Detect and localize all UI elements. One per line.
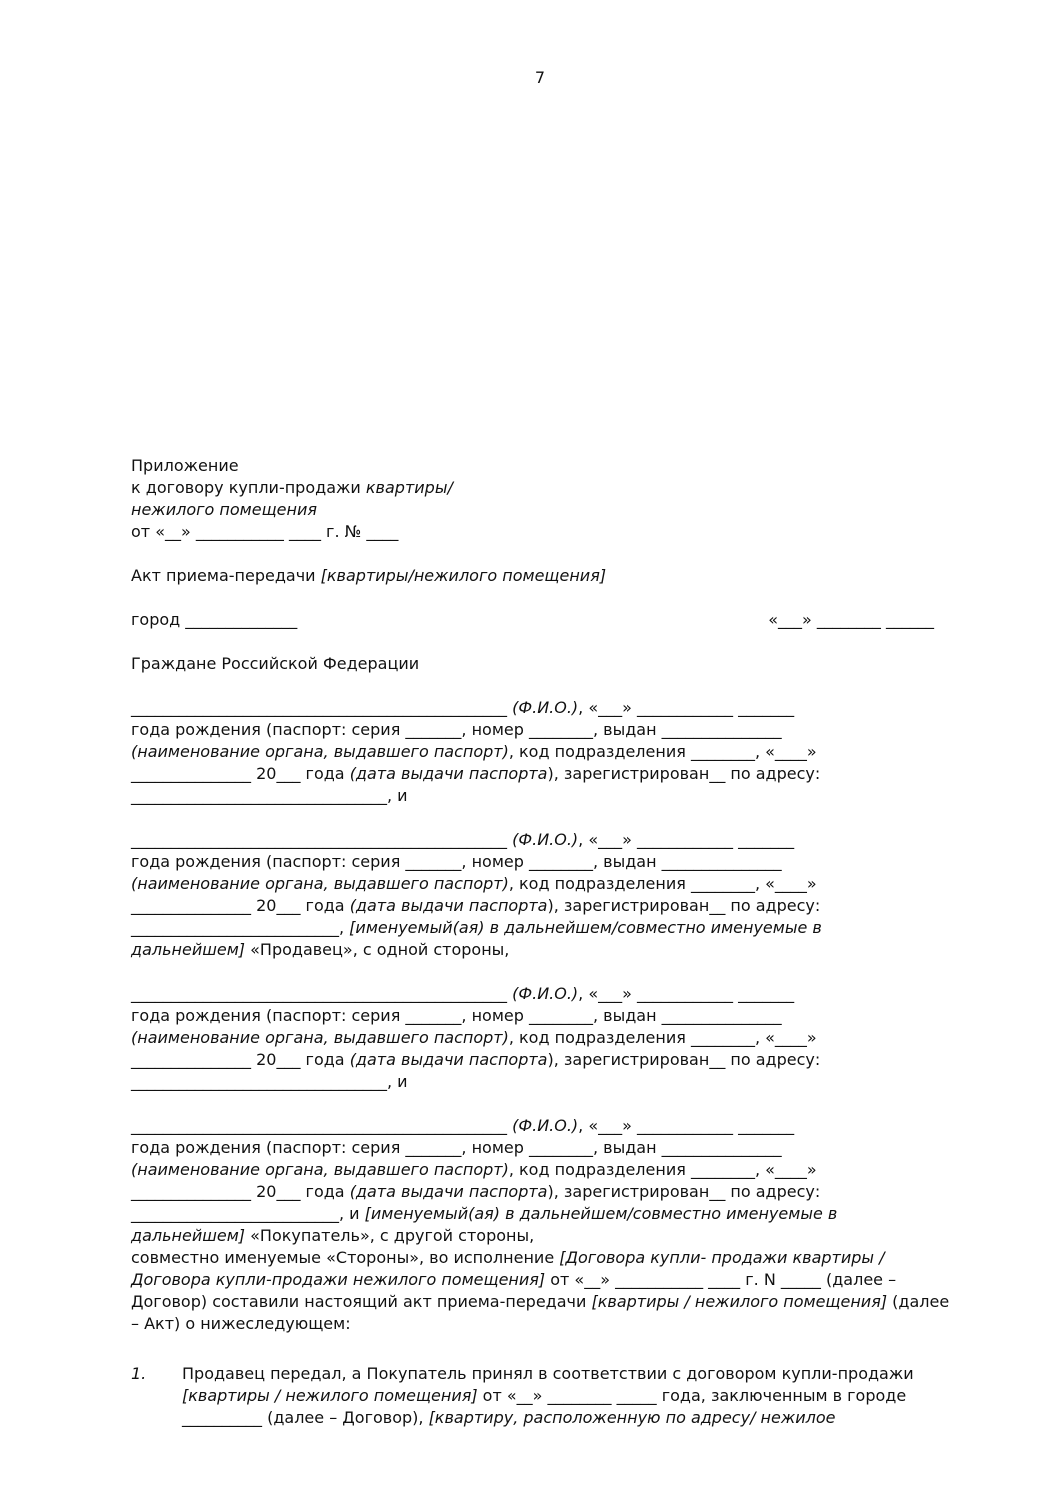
document-body (131, 455, 950, 1429)
citizens-heading: Граждане Российской Федерации (131, 654, 420, 673)
party-block: _______________________________________________ (Ф.И.О.), «___» ____________ _______ года рождения (паспорт: серия _______, номер ________, выдан _______________ (наименование органа, выдавшего паспорт), код подразделения ________, «____» _______________ 20___ года (дата выдачи паспорта), зарегистрирован__ по адресу: ________________________________, и (131, 984, 821, 1091)
date-field: «___» ________ ______ (768, 610, 934, 629)
page-number: 7 (534, 68, 546, 87)
header-line: от «__» ___________ ____ г. № ____ (131, 522, 399, 541)
header-line: Приложение (131, 456, 239, 475)
party-block: _______________________________________________ (Ф.И.О.), «___» ____________ _______ года рождения (паспорт: серия _______, номер ________, выдан _______________ (наименование органа, выдавшего паспорт), код подразделения ________, «____» _______________ 20___ года (дата выдачи паспорта), зарегистрирован__ по адресу: __________________________, [именуемый(ая) в дальнейшем/совместно именуемые в дальнейшем] «Продавец», с одной стороны, (131, 830, 822, 959)
item-number: 1. (131, 1364, 147, 1383)
city-field: город ______________ (131, 610, 298, 629)
city-date-line (131, 609, 934, 631)
appendix-header (131, 455, 931, 543)
list-item: 1. Продавец передал, а Покупатель принял в соответствии с договором купли-продажи [квартиры / нежилого помещения] от «__» ________ _____ года, заключенным в городе __________ (далее – Договор), [квартиру, расположенную по адресу/ нежилое (131, 1364, 914, 1427)
party-block: _______________________________________________ (Ф.И.О.), «___» ____________ _______ года рождения (паспорт: серия _______, номер ________, выдан _______________ (наименование органа, выдавшего паспорт), код подразделения ________, «____» _______________ 20___ года (дата выдачи паспорта), зарегистрирован__ по адресу: __________________________, и [именуемый(ая) в дальнейшем/совместно именуемые в дальнейшем] «Покупатель», с другой стороны, (131, 1116, 838, 1245)
parties-paragraph: совместно именуемые «Стороны», во исполнение [Договора купли- продажи квартиры / Договора купли-продажи нежилого помещения] от «__» ___________ ____ г. N _____ (далее – Договор) составили настоящий акт приема-передачи [квартиры / нежилого помещения] (далее – Акт) о нижеследующем: (131, 1248, 950, 1333)
document-title: Акт приема-передачи [квартиры/нежилого помещения] (131, 566, 607, 585)
header-line: нежилого помещения (131, 500, 317, 519)
party-block: _______________________________________________ (Ф.И.О.), «___» ____________ _______ года рождения (паспорт: серия _______, номер ________, выдан _______________ (наименование органа, выдавшего паспорт), код подразделения ________, «____» _______________ 20___ года (дата выдачи паспорта), зарегистрирован__ по адресу: ________________________________, и (131, 698, 821, 805)
header-line: к договору купли-продажи квартиры/ (131, 478, 453, 497)
